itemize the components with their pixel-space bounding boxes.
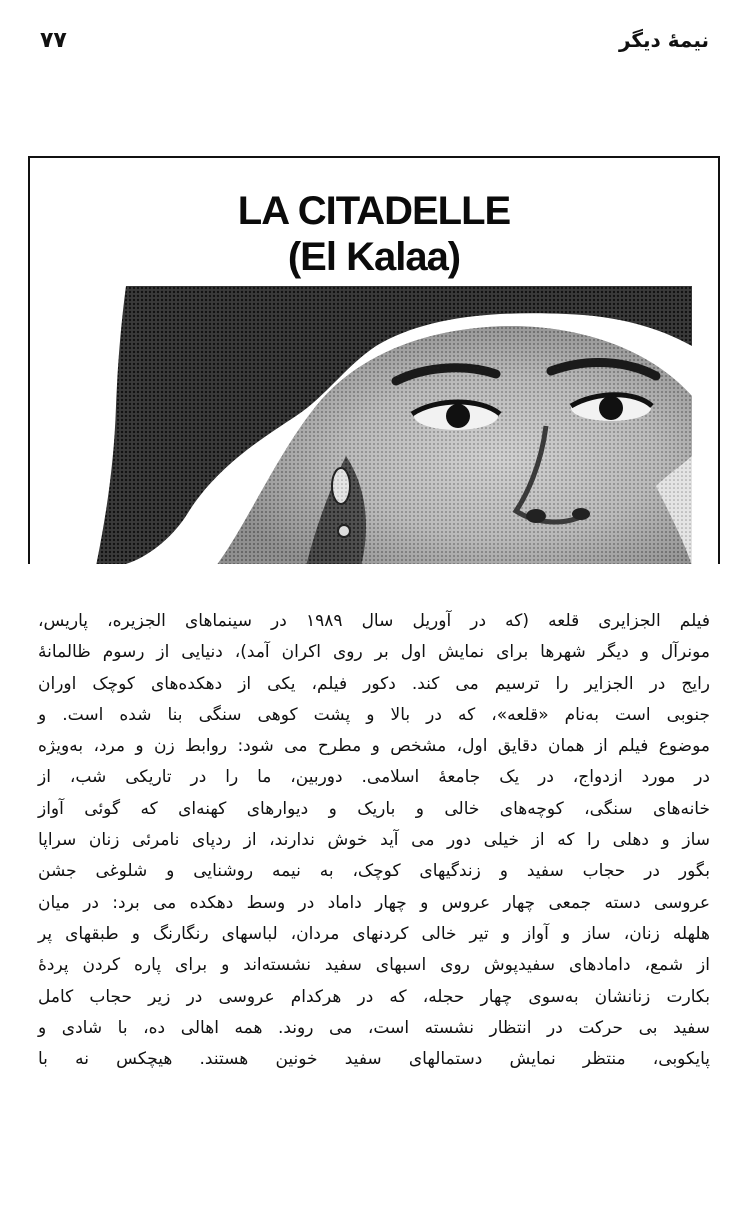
article-line: پایکوبی، منتظر نمایش دستمالهای سفید خونین هستند. هیچکس نه با <box>38 1049 710 1070</box>
article-line: بگور در حجاب سفید و زندگیهای کوچک، به نیمه روشنایی و شلوغی جشن <box>38 861 710 882</box>
woman-face-photo <box>96 286 692 564</box>
page-header <box>40 28 709 58</box>
article-line: عروسی دسته جمعی چهار عروس و چهار داماد در وسط دهکده می برد: در میان <box>38 892 710 913</box>
running-title: نیمهٔ دیگر <box>618 28 709 52</box>
article-line: فیلم الجزایری قلعه (که در آوریل سال ۱۹۸۹ در سینماهای الجزیره، پاریس، <box>38 611 710 631</box>
article-line: از شمع، دامادهای سفیدپوش روی اسبهای سفید نشسته‌اند و برای پاره کردن پردهٔ <box>38 955 710 976</box>
article-line: سفید بی حرکت در انتظار نشسته است، می روند. همه اهالی ده، با شادی و <box>38 1017 710 1038</box>
article-body <box>38 606 710 1075</box>
article-line: هلهله زنان، ساز و آواز و تیر خالی کردنهای مردان، لباسهای رنگارنگ و طبقهای پر <box>38 923 710 944</box>
film-poster <box>28 156 720 564</box>
article-paragraph <box>38 606 710 1075</box>
article-line: بکارت زنانشان به‌سوی چهار حجله، که در هرکدام عروسی در زیر حجاب کامل <box>38 986 710 1007</box>
article-line: جنوبی است به‌نام «قلعه»، که در بالا و پشت کوهی سنگی بنا شده است. و <box>38 704 710 725</box>
article-line: در مورد ازدواج، در یک جامعهٔ اسلامی. دوربین، ما را در تاریکی شب، از <box>38 767 710 788</box>
poster-subtitle: (El Kalaa) <box>287 235 461 279</box>
article-line: خانه‌های سنگی، کوچه‌های خالی و باریک و دیوارهای کهنه‌ای که گوئی آواز <box>38 798 710 819</box>
page-number: ۷۷ <box>40 28 67 53</box>
article-line: ساز و دهلی را که از خیلی دور می آید خوش ندارند، از ردپای نامرئی زنان سراپا <box>38 830 710 851</box>
article-line: رایج در الجزایر را ترسیم می کند. دکور فیلم، یکی از دهکده‌های کوچک اوران <box>38 673 710 694</box>
article-line: موضوع فیلم از همان دقایق اول، مشخص و مطرح می شود: روابط زن و مرد، به‌ویژه <box>38 736 710 757</box>
article-line: مونرآل و دیگر شهرها برای نمایش اول بر روی اکران آمد)، دنیایی از رسوم ظالمانهٔ <box>38 642 710 663</box>
poster-title: LA CITADELLE <box>237 189 511 233</box>
